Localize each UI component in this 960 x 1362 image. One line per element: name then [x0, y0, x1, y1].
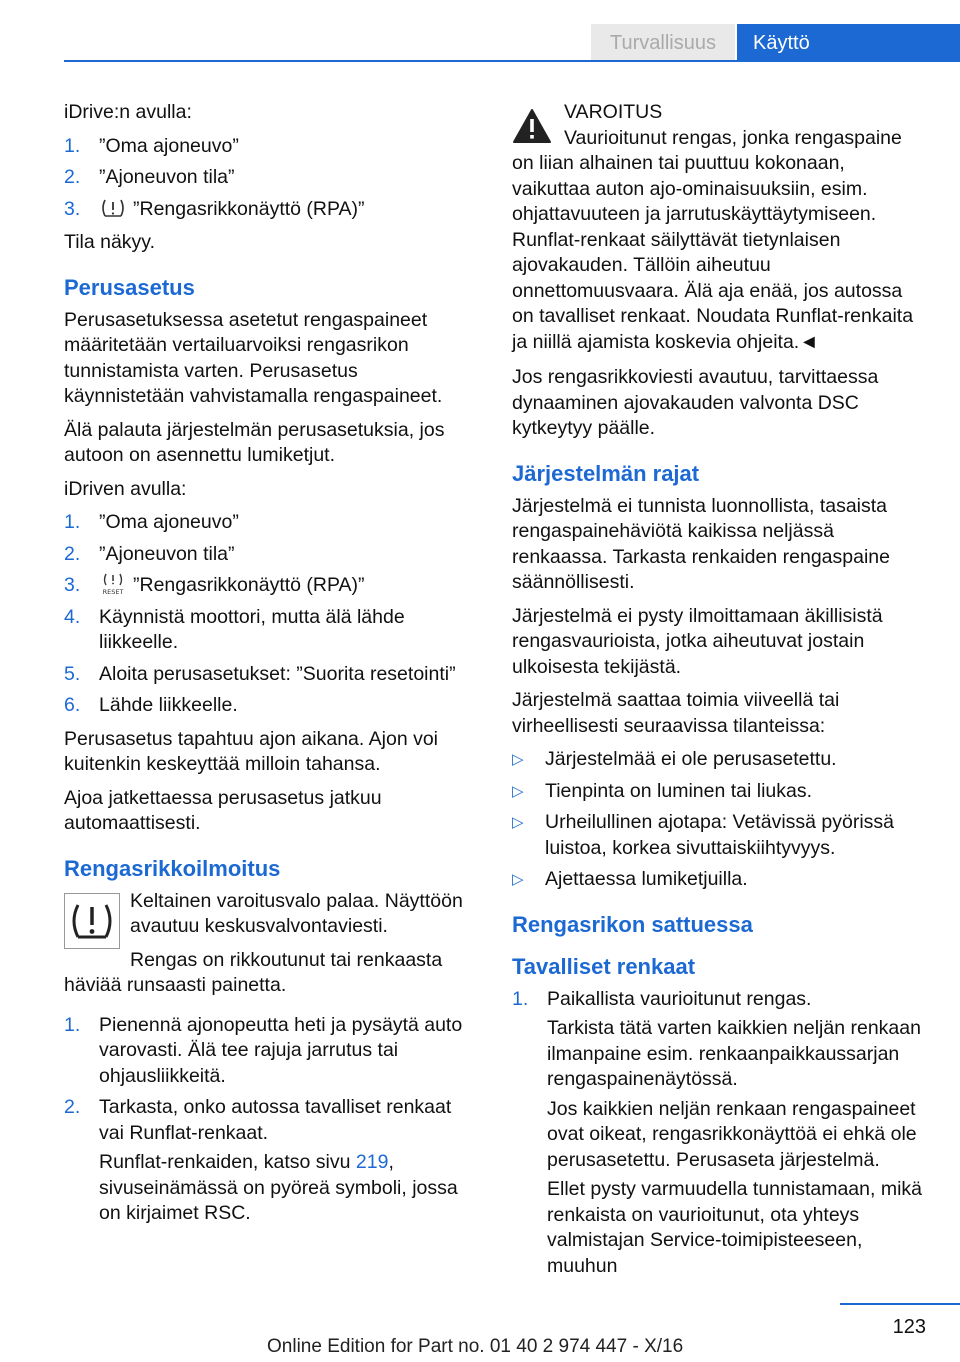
dsc-paragraph: Jos rengasrikkoviesti avautuu, tarvittaessa dynaaminen ajovakauden valvonta DSC kytkeytyy päälle.: [512, 366, 879, 439]
step-text: Lähde liikkeelle.: [99, 694, 238, 716]
triangle-bullet-icon: ▷: [512, 751, 524, 768]
warning-text: [512, 126, 927, 356]
step-number: 2.: [64, 1096, 81, 1118]
list-item: [64, 1095, 479, 1227]
step-number: 1.: [64, 511, 81, 533]
step-subtext: Jos kaikkien neljän renkaan rengaspaineet ovat oikeat, rengasrikkonäyttöä ei ehkä ole perusasetettu. Perusaseta järjestelmä.: [547, 1097, 917, 1171]
bullet-text: Urheilullinen ajotapa: Vetävissä pyörissä luistoa, korkea sivuttaiskiihtyvyys.: [545, 811, 895, 859]
list-item: [512, 747, 927, 773]
step-number: 3.: [64, 574, 81, 596]
warning-title: VAROITUS: [564, 101, 663, 123]
triangle-bullet-icon: ▷: [512, 782, 524, 800]
left-column: [64, 100, 479, 1235]
header-divider: [64, 60, 960, 62]
list-item: [64, 605, 479, 656]
tab-turvallisuus[interactable]: Turvallisuus: [591, 24, 735, 62]
step-number: 1.: [64, 1013, 81, 1036]
step-text: ”Oma ajoneuvo”: [99, 511, 239, 533]
right-column: [512, 100, 927, 1287]
page-link-219[interactable]: 219: [355, 1151, 389, 1173]
step-subtext: Ellet pysty varmuudella tunnistamaan, mikä renkaista on vaurioitunut, ota yhteys valmistajan Service-toimipisteeseen, muuhun: [547, 1178, 923, 1277]
tab-kaytto[interactable]: Käyttö: [737, 24, 960, 62]
list-item: [64, 165, 479, 191]
list-item: [64, 197, 479, 223]
basic-paragraph-4: Ajoa jatkettaessa perusasetus jatkuu automaattisesti.: [64, 786, 382, 834]
step-number: 1.: [512, 987, 529, 1010]
list-item: [64, 1013, 479, 1090]
idrive-intro-2: iDriven avulla:: [64, 477, 187, 500]
step-text: Käynnistä moottori, mutta älä lähde liikkeelle.: [99, 605, 405, 653]
step-text: ”Oma ajoneuvo”: [99, 134, 239, 157]
alert-paragraph-1: Keltainen varoitusvalo palaa. Näyttöön avautuu keskusvalvontaviesti.: [130, 889, 463, 937]
heading-rengasrikon-sattuessa: Rengasrikon sattuessa: [512, 911, 753, 937]
step-text: Aloita perusasetukset: ”Suorita resetointi”: [99, 662, 456, 685]
tpms-warning-light-icon: [64, 893, 120, 949]
bullet-text: Järjestelmää ei ole perusasetettu.: [545, 748, 837, 770]
bullet-text: Ajettaessa lumiketjuilla.: [545, 868, 748, 890]
triangle-bullet-icon: ▷: [512, 814, 524, 831]
step-number: 1.: [64, 134, 81, 157]
step-number: 2.: [64, 542, 81, 565]
heading-jarjestelman-rajat: Järjestelmän rajat: [512, 460, 700, 486]
page-header: [0, 24, 960, 62]
warning-body: Vaurioitunut rengas, jonka rengaspaine on liian alhainen tai puuttuu kokonaan, vaikuttaa auton ajo-ominaisuuksiin, esim. ohjattavuuteen ja jarrutuskäyttäytymiseen. Runflat-renkaat säilyttävät tietynlaisen ajovakauden. Tällöin aiheutuu onnettomuusvaara. Älä aja enää, jos autossa on tavalliset renkaat. Noudata Runflat-renkaita ja niillä ajamista koskevia ohjeita.◄: [512, 126, 914, 353]
alert-paragraph-2: Rengas on rikkoutunut tai renkaasta häviää runsaasti painetta.: [64, 948, 443, 996]
list-item: [64, 573, 479, 599]
heading-rengasrikkoilmoitus: Rengasrikkoilmoitus: [64, 855, 281, 881]
edition-footer: Online Edition for Part no. 01 40 2 974 447 - X/16: [267, 1336, 684, 1357]
page-number: 123: [892, 1316, 926, 1338]
limits-bullet-list: [512, 747, 927, 893]
warning-triangle-icon: [512, 108, 552, 144]
list-item: [64, 510, 479, 536]
step-text: ”Rengasrikkonäyttö (RPA)”: [133, 197, 365, 220]
runflat-text-post: , sivuseinämässä on pyöreä symboli, jossa on kirjaimet RSC.: [99, 1151, 458, 1224]
step-text: ”Ajoneuvon tila”: [99, 542, 235, 565]
steps-list-3: [64, 1013, 479, 1227]
list-item: [512, 779, 927, 805]
step-number: 5.: [64, 662, 81, 685]
basic-paragraph-2: Älä palauta järjestelmän perusasetuksia, jos autoon on asennettu lumiketjut.: [64, 418, 445, 466]
heading-perusasetus: Perusasetus: [64, 274, 195, 300]
step-text: ”Ajoneuvon tila”: [99, 166, 235, 188]
flat-steps-list: [512, 987, 927, 1280]
status-shown: Tila näkyy.: [64, 231, 156, 253]
basic-paragraph-3: Perusasetus tapahtuu ajon aikana. Ajon voi kuitenkin keskeyttää milloin tahansa.: [64, 727, 439, 775]
list-item: [64, 134, 479, 160]
list-item: [64, 693, 479, 719]
limits-paragraph-1: Järjestelmä ei tunnista luonnollista, tasaista rengaspainehäviötä kaikissa neljässä renkaassa. Tarkasta renkaiden rengaspaine säännöllisesti.: [512, 494, 890, 593]
list-item: [64, 662, 479, 688]
step-text: Tarkasta, onko autossa tavalliset renkaat vai Runflat-renkaat.: [99, 1096, 452, 1144]
basic-paragraph-1: Perusasetuksessa asetetut rengaspaineet määritetään vertailuarvoiksi rengasrikon tunnistamista varten. Perusasetus käynnistetään vahvistamalla rengaspaineet.: [64, 308, 443, 407]
triangle-bullet-icon: ▷: [512, 871, 524, 888]
step-number: 3.: [64, 197, 81, 220]
runflat-text-pre: Runflat-renkaiden, katso sivu: [99, 1151, 356, 1173]
idrive-intro: iDrive:n avulla:: [64, 101, 192, 123]
step-text: Pienennä ajonopeutta heti ja pysäytä auto varovasti. Älä tee rajuja jarrutus tai ohjausliikkeitä.: [99, 1013, 463, 1087]
list-item: [512, 987, 927, 1280]
steps-list-2: [64, 510, 479, 719]
step-text: ”Rengasrikkonäyttö (RPA)”: [133, 574, 365, 596]
step-subtext: [99, 1150, 479, 1227]
step-number: 2.: [64, 166, 81, 188]
tpms-alert-block: [64, 889, 479, 999]
bullet-text: Tienpinta on luminen tai liukas.: [545, 779, 813, 802]
step-number: 6.: [64, 694, 81, 716]
tire-pressure-icon: [99, 197, 127, 219]
step-text: Paikallista vaurioitunut rengas.: [547, 987, 812, 1010]
tire-pressure-reset-icon: [99, 573, 127, 595]
footer-divider: [840, 1303, 960, 1305]
list-item: [512, 810, 927, 861]
limits-paragraph-3: Järjestelmä saattaa toimia viiveellä tai virheellisesti seuraavissa tilanteissa:: [512, 689, 840, 737]
limits-paragraph-2: Järjestelmä ei pysty ilmoittamaan äkillisistä rengasvaurioista, jotka aiheutuvat jostain ulkoisesta tekijästä.: [512, 604, 883, 678]
step-number: 4.: [64, 605, 81, 628]
warning-block: [512, 100, 927, 355]
step-subtext: Tarkista tätä varten kaikkien neljän renkaan ilmanpaine esim. renkaanpaikkaussarjan rengaspainenäytössä.: [547, 1017, 921, 1090]
list-item: [512, 867, 927, 893]
reset-label: RESET: [102, 588, 124, 595]
heading-tavalliset-renkaat: Tavalliset renkaat: [512, 953, 696, 979]
steps-list-1: [64, 134, 479, 223]
list-item: [64, 542, 479, 568]
